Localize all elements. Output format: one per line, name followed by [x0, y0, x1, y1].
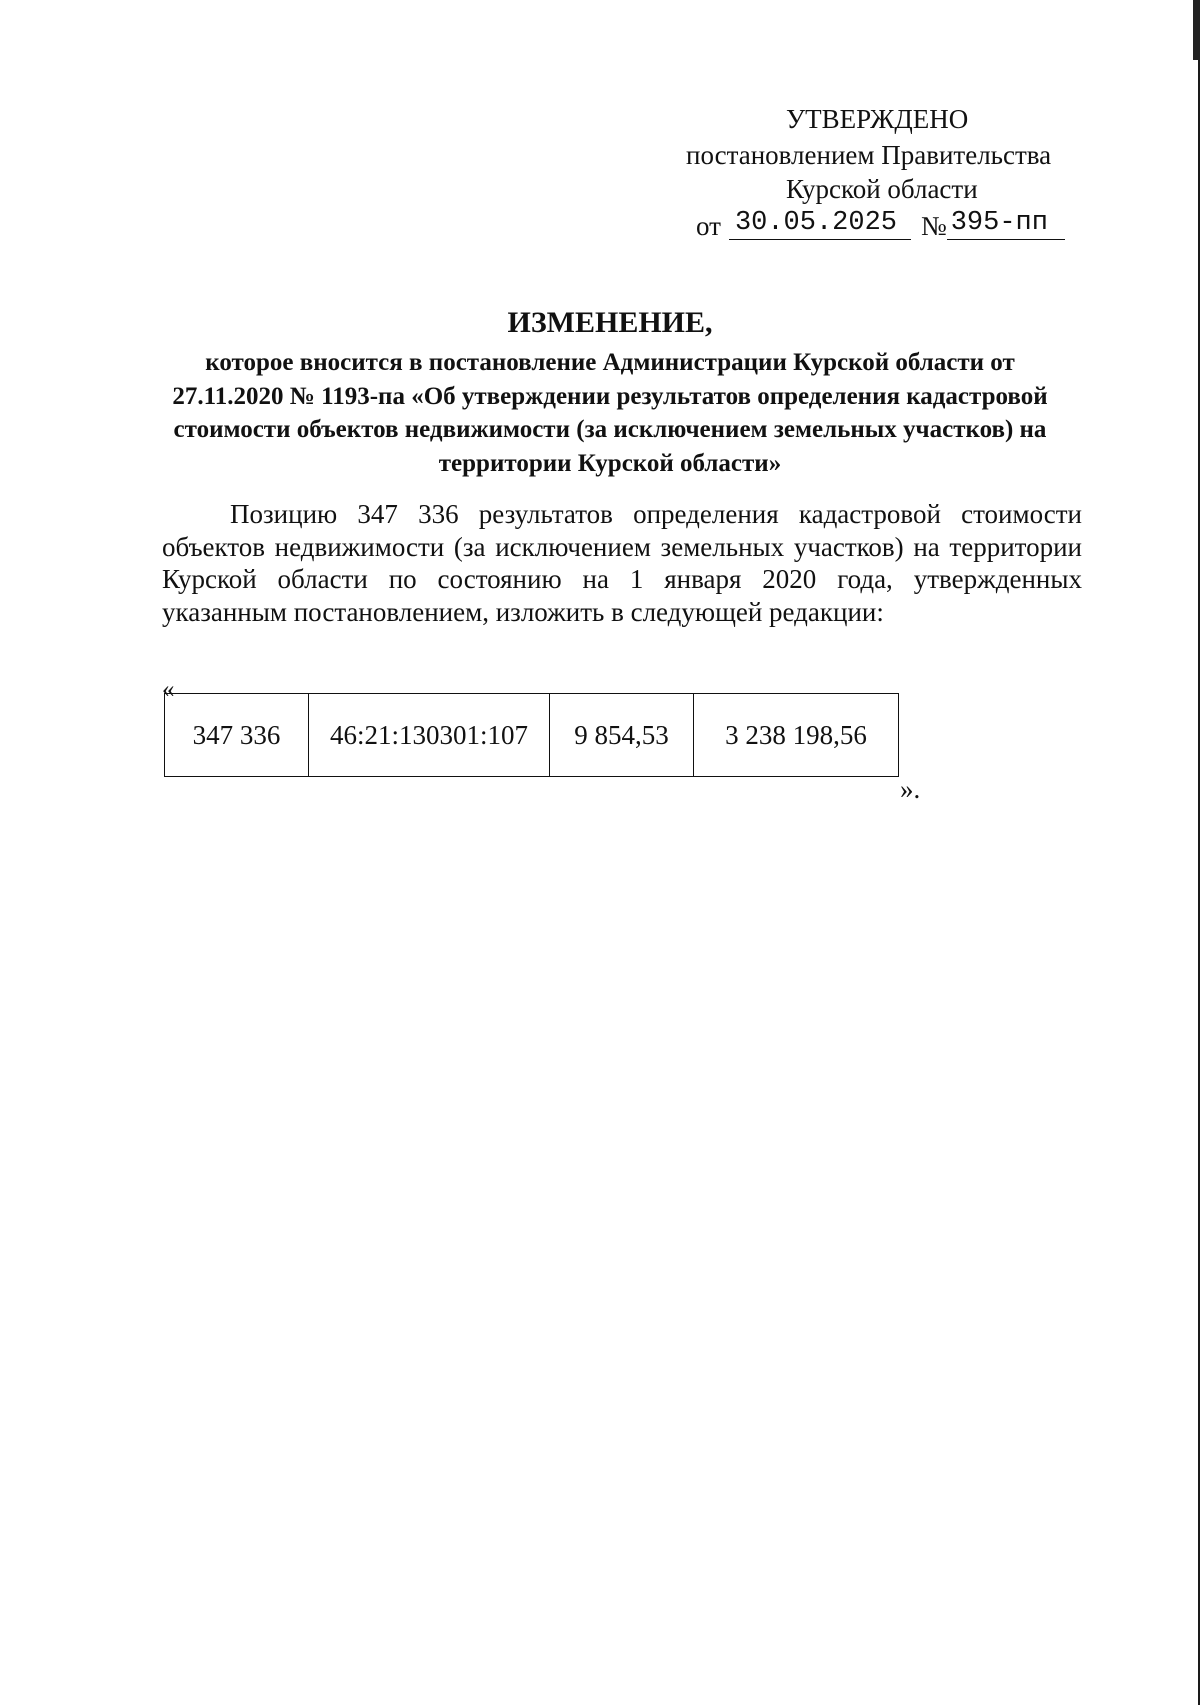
approval-title: УТВЕРЖДЕНО [786, 104, 969, 134]
table-cell-position: 347 336 [165, 694, 309, 777]
table-cell-cadastral-value: 3 238 198,56 [694, 694, 899, 777]
approval-date: 30.05.2025 [729, 210, 911, 240]
approval-region: Курской области [786, 174, 978, 204]
document-title: ИЗМЕНЕНИЕ, [507, 306, 713, 339]
opening-quote: « [162, 676, 175, 703]
number-sign: № [920, 211, 947, 241]
table-cell-cadastral-number: 46:21:130301:107 [309, 694, 550, 777]
body-paragraph: Позицию 347 336 результатов определения кадастровой стоимости объектов недвижимости (за исключением земельных участков) на территории Курской области по состоянию на 1 января 2020 года, утвержденных указанным постановлением, изложить в следующей редакции: [162, 499, 1082, 627]
approval-authority: постановлением Правительства [686, 140, 1052, 170]
position-table [164, 693, 899, 777]
document-subtitle: которое вносится в постановление Администрации Курской области от 27.11.2020 № 1193-па «Об утверждении результатов определения кадастровой стоимости объектов недвижимости (за исключением земельных участков) на территории Курской области» [172, 349, 1048, 477]
approval-number: 395-пп [947, 210, 1065, 240]
date-prefix: от [696, 211, 721, 241]
table-row [165, 694, 899, 777]
table-cell-area: 9 854,53 [550, 694, 694, 777]
document-heading [150, 306, 1070, 480]
closing-quote: ». [900, 774, 921, 804]
approval-date-line [696, 210, 1065, 240]
page-edge-mark [1193, 0, 1200, 60]
